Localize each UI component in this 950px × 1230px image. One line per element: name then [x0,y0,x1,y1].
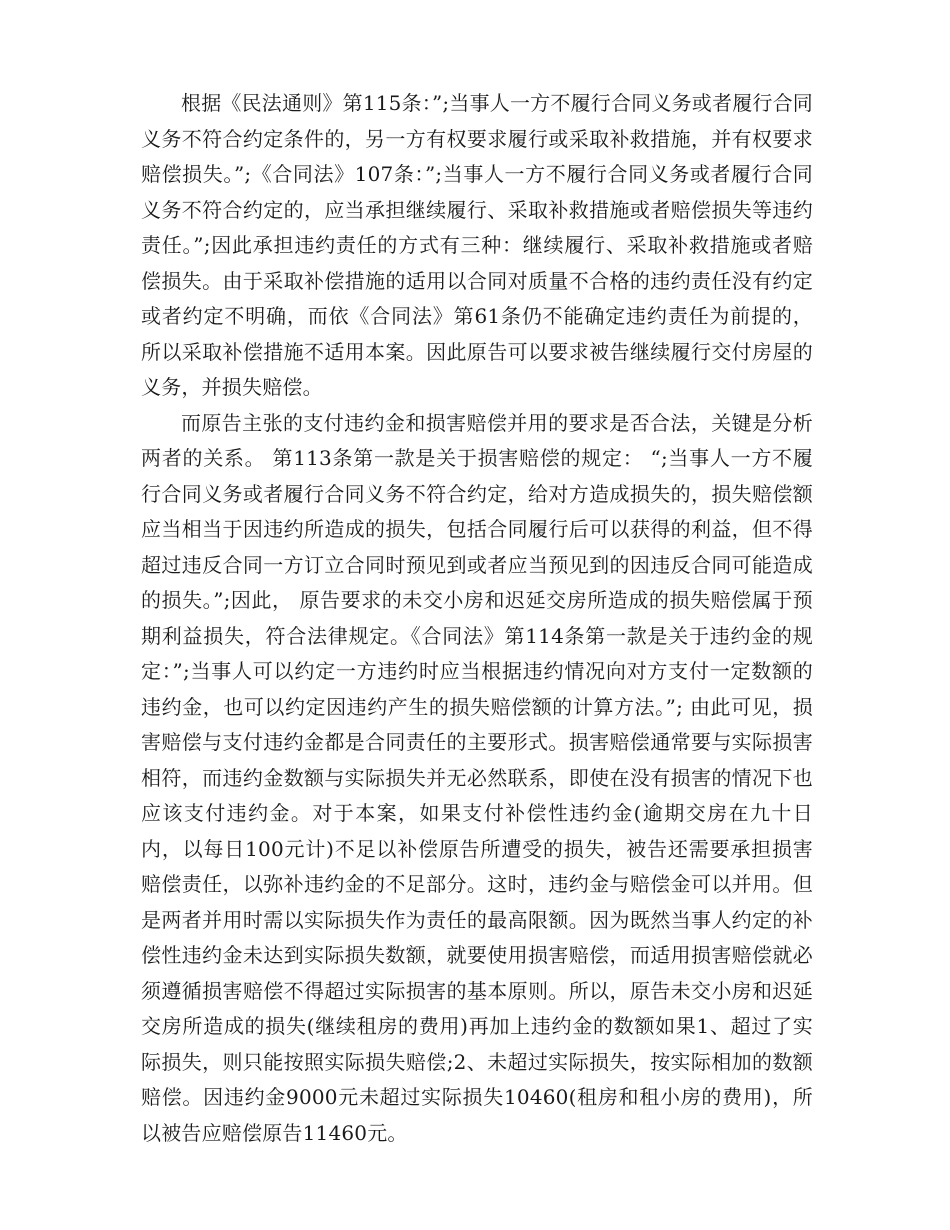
document-body [141,86,813,1151]
paragraph-2: 而原告主张的支付违约金和损害赔偿并用的要求是否合法，关键是分析两者的关系。 第113条第一款是关于损害赔偿的规定： “;当事人一方不履行合同义务或者履行合同义务不符合约定，给对方造成损失的，损失赔偿额应当相当于因违约所造成的损失，包括合同履行后可以获得的利益，但不得超过违反合同一方订立合同时预见到或者应当预见到的因违反合同可能造成的损失。”;因此， 原告要求的未交小房和迟延交房所造成的损失赔偿属于预期利益损失，符合法律规定。《合同法》第114条第一款是关于违约金的规定：”;当事人可以约定一方违约时应当根据违约情况向对方支付一定数额的违约金，也可以约定因违约产生的损失赔偿额的计算方法。”; 由此可见，损害赔偿与支付违约金都是合同责任的主要形式。损害赔偿通常要与实际损害相符，而违约金数额与实际损失并无必然联系，即使在没有损害的情况下也应该支付违约金。对于本案，如果支付补偿性违约金(逾期交房在九十日内，以每日100元计)不足以补偿原告所遭受的损失，被告还需要承担损害赔偿责任，以弥补违约金的不足部分。这时，违约金与赔偿金可以并用。但是两者并用时需以实际损失作为责任的最高限额。因为既然当事人约定的补偿性违约金未达到实际损失数额，就要使用损害赔偿，而适用损害赔偿就必须遵循损害赔偿不得超过实际损害的基本原则。所以，原告未交小房和迟延交房所造成的损失(继续租房的费用)再加上违约金的数额如果1、超过了实际损失，则只能按照实际损失赔偿;2、未超过实际损失，按实际相加的数额赔偿。因违约金9000元未超过实际损失10460(租房和租小房的费用)，所以被告应赔偿原告11460元。 [141,410,813,1145]
paragraph-1: 根据《民法通则》第115条：”;当事人一方不履行合同义务或者履行合同义务不符合约定条件的，另一方有权要求履行或采取补救措施，并有权要求赔偿损失。”;《合同法》107条：”;当事人一方不履行合同义务或者履行合同义务不符合约定的，应当承担继续履行、采取补救措施或者赔偿损失等违约责任。”;因此承担违约责任的方式有三种：继续履行、采取补救措施或者赔偿损失。由于采取补偿措施的适用以合同对质量不合格的违约责任没有约定或者约定不明确，而依《合同法》第61条仍不能确定违约责任为前提的，所以采取补偿措施不适用本案。因此原告可以要求被告继续履行交付房屋的义务，并损失赔偿。 [141,91,813,399]
